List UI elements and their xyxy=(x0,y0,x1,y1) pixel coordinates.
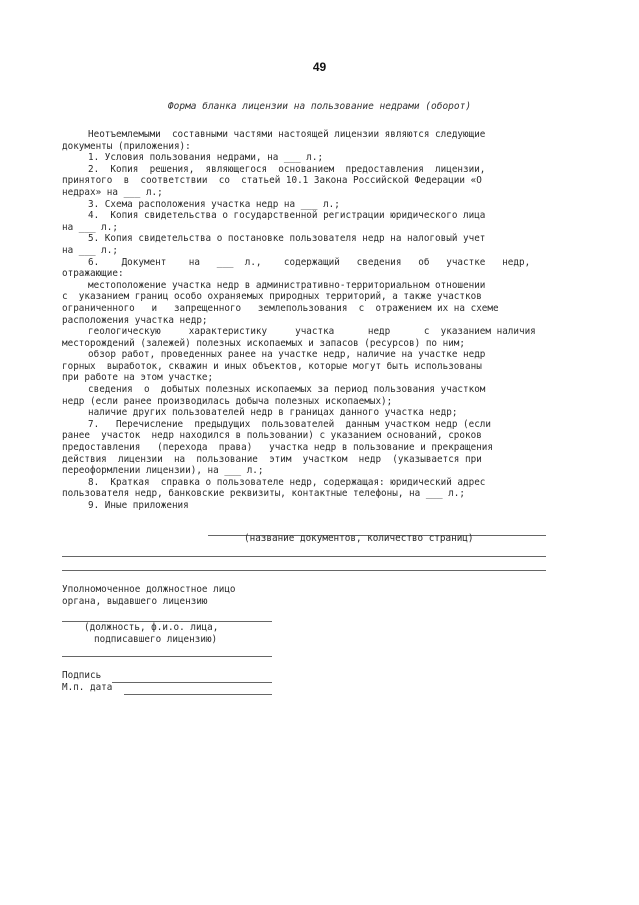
text-line: ранее участок недр находился в пользовании) с указанием оснований, сроков xyxy=(62,430,482,442)
text-line: недрах» на ___ л.; xyxy=(62,186,163,198)
official-line-2 xyxy=(62,656,272,657)
text-line: 5. Копия свидетельства о постановке пользователя недр на налоговый учет xyxy=(88,233,486,245)
text-line: геологическую характеристику участка недр с указанием наличия xyxy=(88,326,536,338)
text-line: предоставления (перехода права) участка недр в пользование и прекращения xyxy=(62,442,493,454)
attachments-line-3 xyxy=(62,570,546,571)
text-line: при работе на этом участке; xyxy=(62,372,214,384)
text-line: 1. Условия пользования недрами, на ___ л.; xyxy=(88,152,324,164)
appendix-list xyxy=(62,129,546,512)
text-line: 8. Краткая справка о пользователе недр, содержащая: юридический адрес xyxy=(88,476,486,488)
text-line: переоформлении лицензии), на ___ л.; xyxy=(62,465,264,477)
text-line: документы (приложения): xyxy=(62,140,191,152)
text-line: действия лицензии на пользование этим участком недр (указывается при xyxy=(62,453,482,465)
text-line: 7. Перечисление предыдущих пользователей данным участком недр (если xyxy=(88,418,491,430)
text-line: расположения участка недр; xyxy=(62,314,208,326)
text-line: обзор работ, проведенных ранее на участке недр, наличие на участке недр xyxy=(88,349,486,361)
text-line: пользователя недр, банковские реквизиты, контактные телефоны, на ___ л.; xyxy=(62,488,465,500)
text-line: 6. Документ на ___ л., содержащий сведения об участке недр, xyxy=(88,256,531,268)
text-line: на ___ л.; xyxy=(62,221,118,233)
text-line: с указанием границ особо охраняемых природных территорий, а также участков xyxy=(62,291,482,303)
text-line: 9. Иные приложения xyxy=(88,500,189,511)
official-caption-line-1: (должность, ф.и.о. лица, xyxy=(84,622,219,633)
official-title-line-2: органа, выдавшего лицензию xyxy=(62,596,208,607)
text-line: наличие других пользователей недр в границах данного участка недр; xyxy=(88,407,458,419)
attachments-caption: (название документов, количество страниц) xyxy=(244,533,474,544)
text-line: местоположение участка недр в административно-территориальном отношении xyxy=(88,279,486,291)
form-title: Форма бланка лицензии на пользование недрами (оборот) xyxy=(167,101,472,112)
signature-label: Подпись xyxy=(62,670,102,681)
text-line: 2. Копия решения, являющегося основанием предоставления лицензии, xyxy=(88,163,486,175)
text-line: на ___ л.; xyxy=(62,244,118,256)
text-line: 3. Схема расположения участка недр на ___ л.; xyxy=(88,198,340,210)
official-caption-line-2: подписавшего лицензию) xyxy=(94,634,218,645)
text-line: отражающие: xyxy=(62,268,124,280)
text-line: горных выработок, скважин и иных объектов, которые могут быть использованы xyxy=(62,360,482,372)
official-title-line-1: Уполномоченное должностное лицо xyxy=(62,584,236,595)
text-line: недр (если ранее производилась добыча полезных ископаемых); xyxy=(62,395,393,407)
stamp-date-label: М.п. дата xyxy=(62,682,113,693)
attachments-line-2 xyxy=(62,556,546,557)
date-line xyxy=(124,694,272,695)
signature-line xyxy=(112,682,272,683)
page-number: 49 xyxy=(312,60,327,74)
text-line: Неотъемлемыми составными частями настоящей лицензии являются следующие xyxy=(88,129,486,140)
text-line: сведения о добытых полезных ископаемых за период пользования участком xyxy=(88,384,486,396)
text-line: принятого в соответствии со статьей 10.1 Закона Российской Федерации «О xyxy=(62,175,482,187)
text-line: ограниченного и запрещенного землепользования с отражением их на схеме xyxy=(62,302,499,314)
text-line: 4. Копия свидетельства о государственной регистрации юридического лица xyxy=(88,210,486,222)
text-line: месторождений (залежей) полезных ископаемых и запасов (ресурсов) по ним; xyxy=(62,337,465,349)
